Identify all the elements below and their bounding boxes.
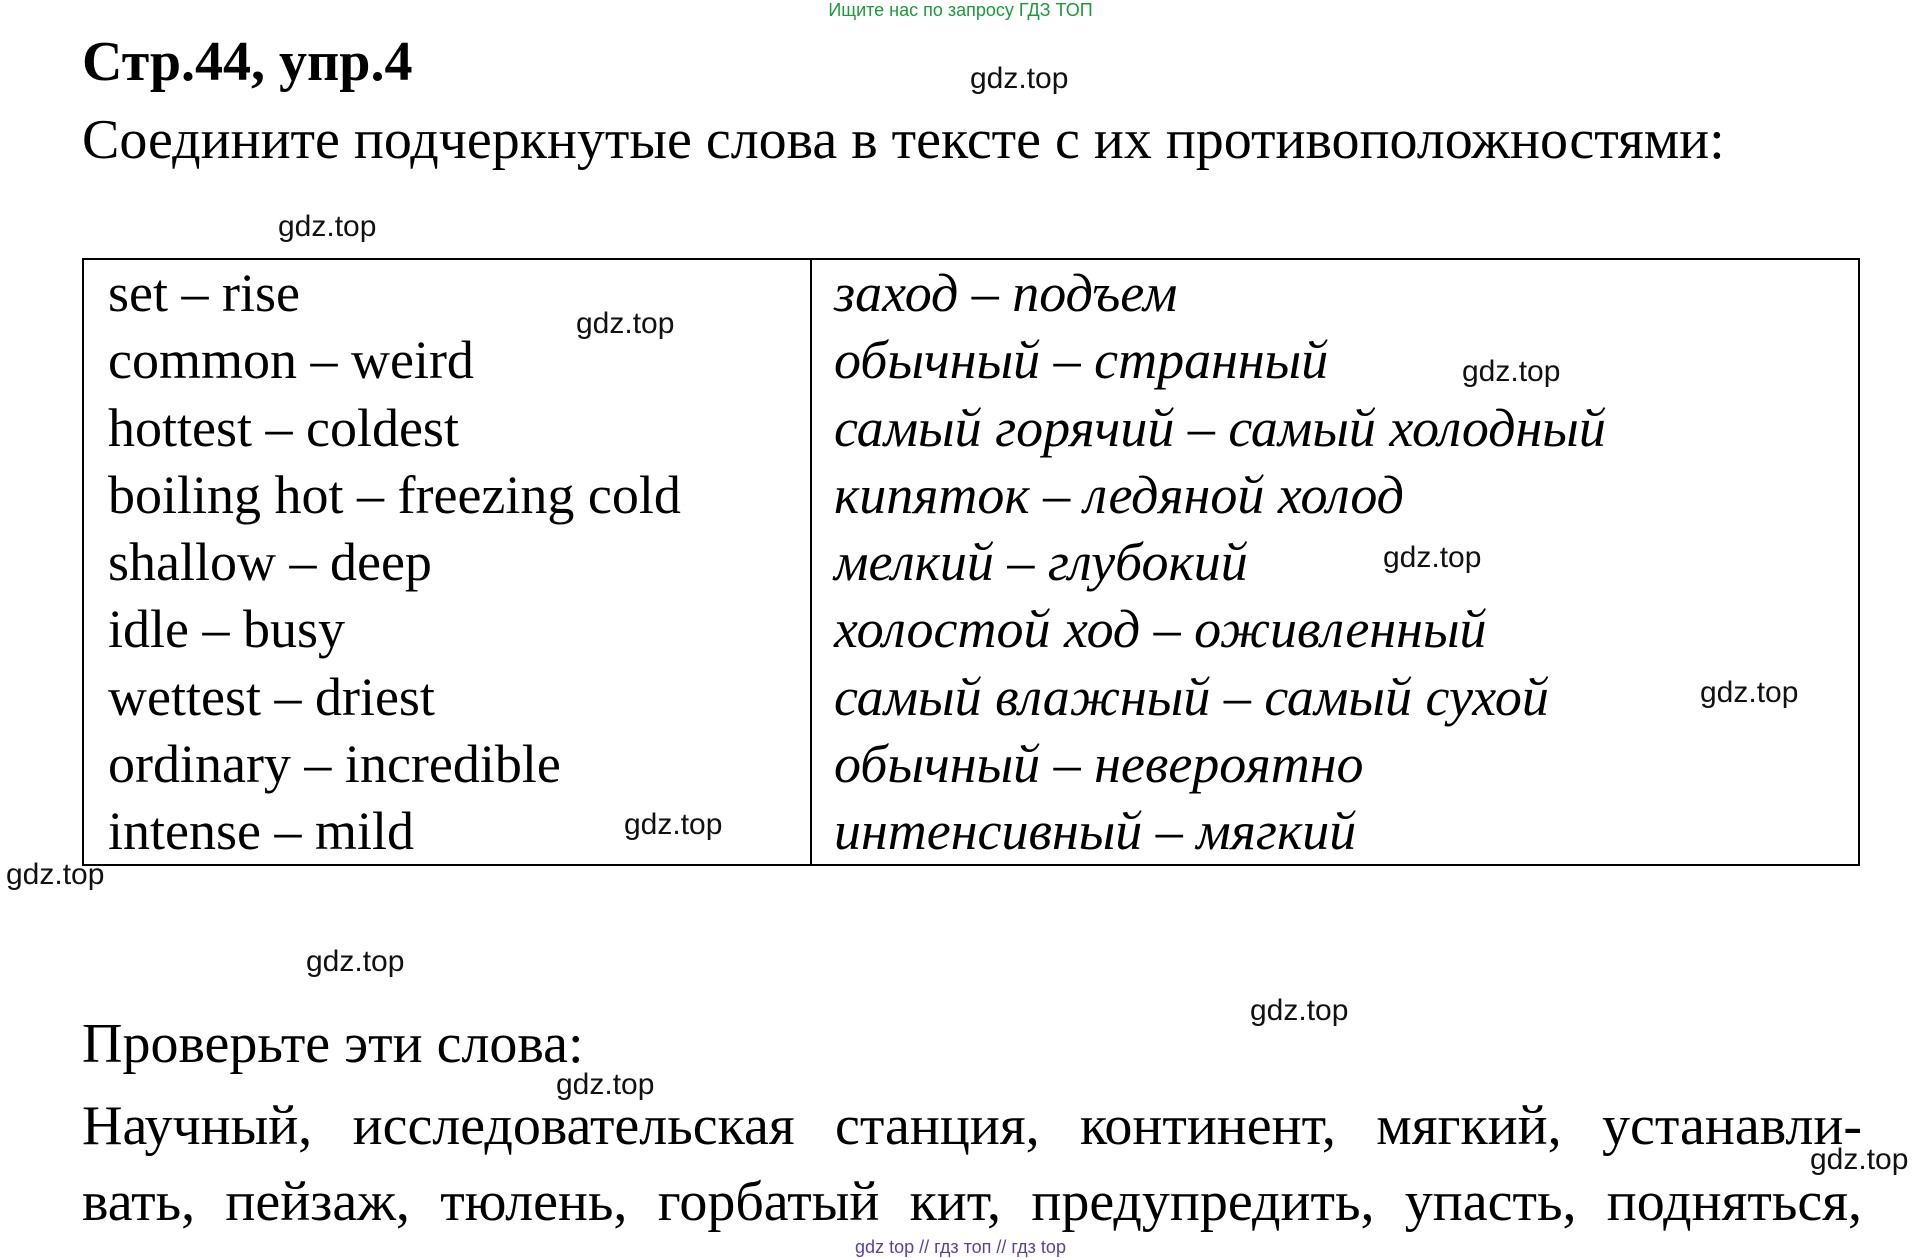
top-search-note: Ищите нас по запросу ГДЗ ТОП (828, 0, 1093, 20)
english-pair: wettest – driest (108, 666, 435, 727)
russian-pair: обычный – невероятно (834, 734, 1364, 795)
check-words-line: Научный, исследовательская станция, континент, мягкий, устанавли- (82, 1095, 1862, 1157)
english-column (84, 260, 812, 864)
english-pair: intense – mild (108, 801, 414, 862)
russian-pair: самый горячий – самый холодный (834, 397, 1606, 458)
page-title: Стр.44, упр.4 (82, 31, 413, 93)
check-words-text (82, 1088, 1862, 1240)
english-pair: shallow – deep (108, 532, 432, 593)
russian-pair: обычный – странный (834, 330, 1329, 391)
russian-pair: мелкий – глубокий (834, 532, 1248, 593)
russian-pair: самый влажный – самый сухой (834, 666, 1549, 727)
watermark: gdz.top (1462, 355, 1561, 388)
watermark: gdz.top (1250, 994, 1349, 1027)
watermark: gdz.top (6, 858, 105, 891)
footer-note: gdz top // гдз топ // гдз top (855, 1237, 1066, 1257)
russian-pair: заход – подъем (834, 263, 1178, 323)
watermark: gdz.top (970, 62, 1069, 95)
watermark: gdz.top (1383, 541, 1482, 574)
english-pair: idle – busy (108, 599, 345, 660)
watermark: gdz.top (624, 808, 723, 841)
check-words-title: Проверьте эти слова: (82, 1013, 584, 1075)
russian-pair: холостой ход – оживленный (834, 599, 1487, 660)
english-pair: common – weird (108, 330, 474, 391)
english-pair: hottest – coldest (108, 397, 459, 458)
watermark: gdz.top (1810, 1143, 1909, 1176)
answer-table (82, 258, 1860, 866)
exercise-instruction: Соедините подчеркнутые слова в тексте с их противоположностями: (82, 109, 1725, 171)
russian-pair: кипяток – ледяной холод (834, 464, 1404, 525)
english-pair: set – rise (108, 263, 300, 323)
watermark: gdz.top (278, 210, 377, 243)
watermark: gdz.top (306, 945, 405, 978)
watermark: gdz.top (556, 1068, 655, 1101)
check-words-line: вать, пейзаж, тюлень, горбатый кит, предупредить, упасть, подняться, (82, 1171, 1862, 1233)
russian-pair: интенсивный – мягкий (834, 801, 1357, 862)
russian-column (812, 260, 1858, 864)
english-pair: boiling hot – freezing cold (108, 464, 681, 525)
english-pair: ordinary – incredible (108, 734, 561, 795)
watermark: gdz.top (1700, 676, 1799, 709)
watermark: gdz.top (576, 307, 675, 340)
